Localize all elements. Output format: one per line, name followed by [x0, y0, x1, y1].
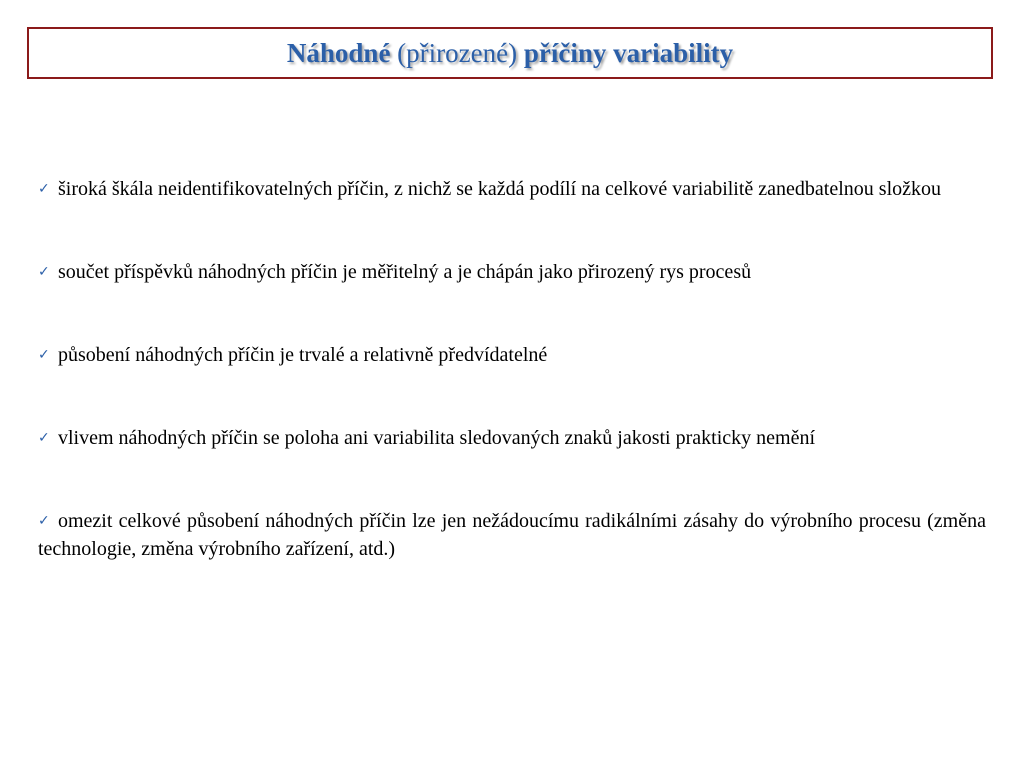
bullet-item	[38, 341, 986, 369]
check-icon: ✓	[38, 264, 50, 280]
bullet-item	[38, 175, 986, 203]
bullet-text: součet příspěvků náhodných příčin je měřitelný a je chápán jako přirozený rys procesů	[58, 261, 752, 283]
bullet-item	[38, 258, 986, 286]
bullet-text: široká škála neidentifikovatelných příčin, z nichž se každá podílí na celkové variabilitě zanedbatelnou složkou	[58, 178, 942, 200]
check-icon: ✓	[38, 430, 50, 446]
check-icon: ✓	[38, 513, 50, 529]
bullet-list	[38, 175, 986, 618]
title-part-1: Náhodné	[286, 37, 391, 68]
bullet-text: působení náhodných příčin je trvalé a relativně předvídatelné	[58, 344, 548, 366]
bullet-item	[38, 507, 986, 563]
bullet-text: vlivem náhodných příčin se poloha ani variabilita sledovaných znaků jakosti prakticky nemění	[58, 427, 816, 449]
bullet-item	[38, 424, 986, 452]
check-icon: ✓	[38, 181, 50, 197]
check-icon: ✓	[38, 347, 50, 363]
slide-title	[286, 37, 734, 68]
title-box	[27, 27, 993, 79]
bullet-text: omezit celkové působení náhodných příčin lze jen nežádoucímu radikálními zásahy do výrobního procesu (změna technologie, změna výrobního zařízení, atd.)	[38, 510, 986, 560]
title-part-3: příčiny variability	[523, 37, 734, 68]
title-part-2: (přirozené)	[397, 37, 518, 68]
